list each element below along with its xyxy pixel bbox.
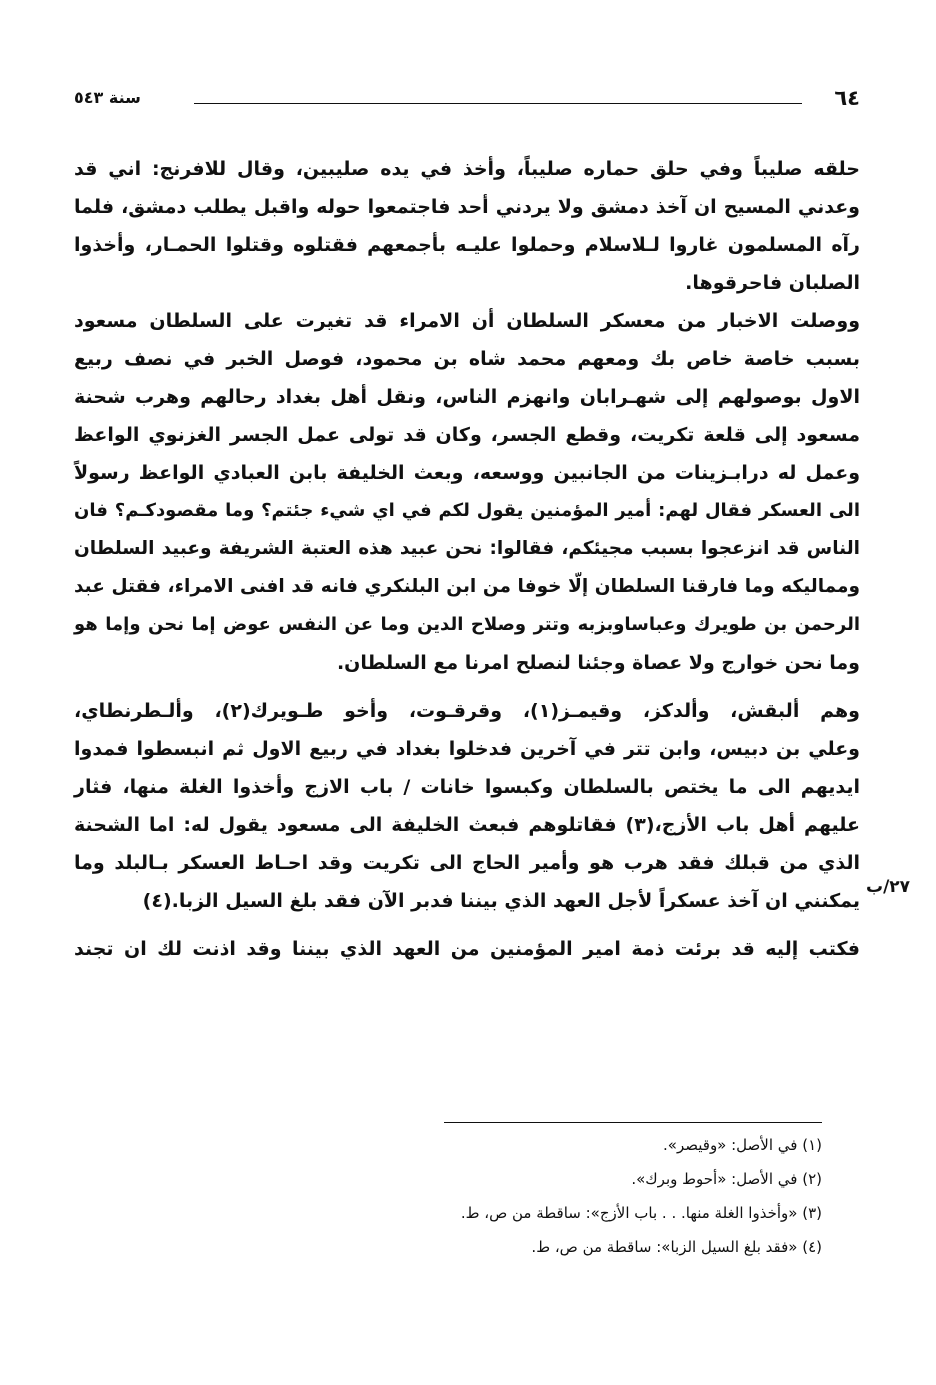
page-header: [74, 86, 860, 116]
text-line: يمكنني ان آخذ عسكراً لأجل العهد الذي بيننا فدبر الآن فقد بلغ السيل الزبا.(٤): [142, 890, 860, 912]
page-number: ٦٤: [834, 86, 860, 110]
text-line: رآه المسلمون غاروا لـلاسلام وحملوا عليـه بأجمعهم فقتلوه وقتلوا الحمـار، وأخذوا: [74, 234, 860, 256]
footnote: (٣) «وأخذوا الغلة منها. . . باب الأزج»: ساقطة من ص، ط.: [460, 1204, 822, 1222]
year-label: سنة ٥٤٣: [74, 88, 141, 107]
text-line: ومماليكه وما فارقنا السلطان إلّا خوفا من ابن البلنكري فانه قد افنى الامراء، فقتل عبد: [74, 576, 860, 597]
body-text: [74, 150, 860, 968]
text-line: مسعود إلى قلعة تكريت، وقطع الجسر، وكان قد تولى عمل الجسر الغزنوي الواعظ: [74, 424, 860, 446]
paragraph: [74, 150, 860, 302]
text-line: ووصلت الاخبار من معسكر السلطان أن الامراء قد تغيرت على السلطان مسعود: [74, 310, 860, 332]
footnotes: [300, 1128, 822, 1264]
paragraph: [74, 692, 860, 920]
text-line: وعمل له درابـزينات من الجانبين ووسعه، وبعث الخليفة بابن العبادي الواعظ رسولاً: [74, 462, 860, 484]
text-line: فكتب إليه قد برئت ذمة امير المؤمنين من العهد الذي بيننا وقد اذنت لك ان تجند: [74, 938, 860, 960]
text-line: بسبب خاصة خاص بك ومعهم محمد شاه بن محمود، فوصل الخبر في نصف ربيع: [74, 348, 860, 370]
header-rule: [194, 103, 802, 104]
paragraph-gap: [74, 682, 860, 692]
text-line: وعلي بن دبيس، وابن تتر في آخرين فدخلوا بغداد في ربيع الاول ثم انبسطوا فمدوا: [74, 738, 860, 760]
text-line: الى العسكر فقال لهم: أمير المؤمنين يقول لكم في اي شيء جئتم؟ وما مقصودكـم؟ فان: [74, 500, 860, 521]
text-line: الذي من قبلك فقد هرب هو وأمير الحاج الى تكريت وقد احـاط العسكر بـالبلد وما: [74, 852, 860, 874]
paragraph: [74, 302, 860, 682]
text-line: الاول بوصولهم إلى شهـرابان وانهزم الناس، ونقل أهل بغداد رحالهم وهرب شحنة: [74, 386, 860, 408]
folio-margin-note: ٢٧/ب: [866, 877, 911, 897]
footnote: (٤) «فقد بلغ السيل الزبا»: ساقطة من ص، ط.: [531, 1238, 822, 1256]
footnote: (١) في الأصل: «وقيصر».: [663, 1136, 822, 1154]
footnote-rule: [444, 1122, 822, 1123]
text-line: وما نحن خوارج ولا عصاة وجئنا لنصلح امرنا مع السلطان.: [336, 652, 860, 674]
paragraph: [74, 930, 860, 968]
footnote: (٢) في الأصل: «أحوط وبرك».: [631, 1170, 822, 1188]
text-line: وعدني المسيح ان آخذ دمشق ولا يردني أحد فاجتمعوا حوله واقبل يطلب دمشق، فلما: [74, 196, 860, 218]
text-line: الناس قد انزعجوا بسبب مجيئكم، فقالوا: نحن عبيد هذه العتبة الشريفة وعبيد السلطان: [74, 538, 860, 559]
text-line: حلقه صليباً وفي حلق حماره صليباً، وأخذ في يده صليبين، وقال للافرنج: اني قد: [74, 158, 860, 180]
paragraph-gap: [74, 920, 860, 930]
text-line: عليهم أهل باب الأزج،(٣) فقاتلوهم فبعث الخليفة الى مسعود يقول له: اما الشحنة: [74, 814, 860, 836]
text-line: ايديهم الى ما يختص بالسلطان وكبسوا خانات / باب الازج وأخذوا الغلة منها، فثار: [74, 776, 860, 798]
text-line: وهم ألبقش، وألدكز، وقيمـز(١)، وقرقـوت، وأخو طـويرك(٢)، وألـطرنطاي،: [74, 700, 860, 722]
text-line: الرحمن بن طويرك وعباساوبزبه وتتر وصلاح الدين وما عن النفس عوض إما نحن وإما هو: [74, 614, 860, 635]
text-line: الصلبان فاحرقوها.: [685, 272, 860, 294]
